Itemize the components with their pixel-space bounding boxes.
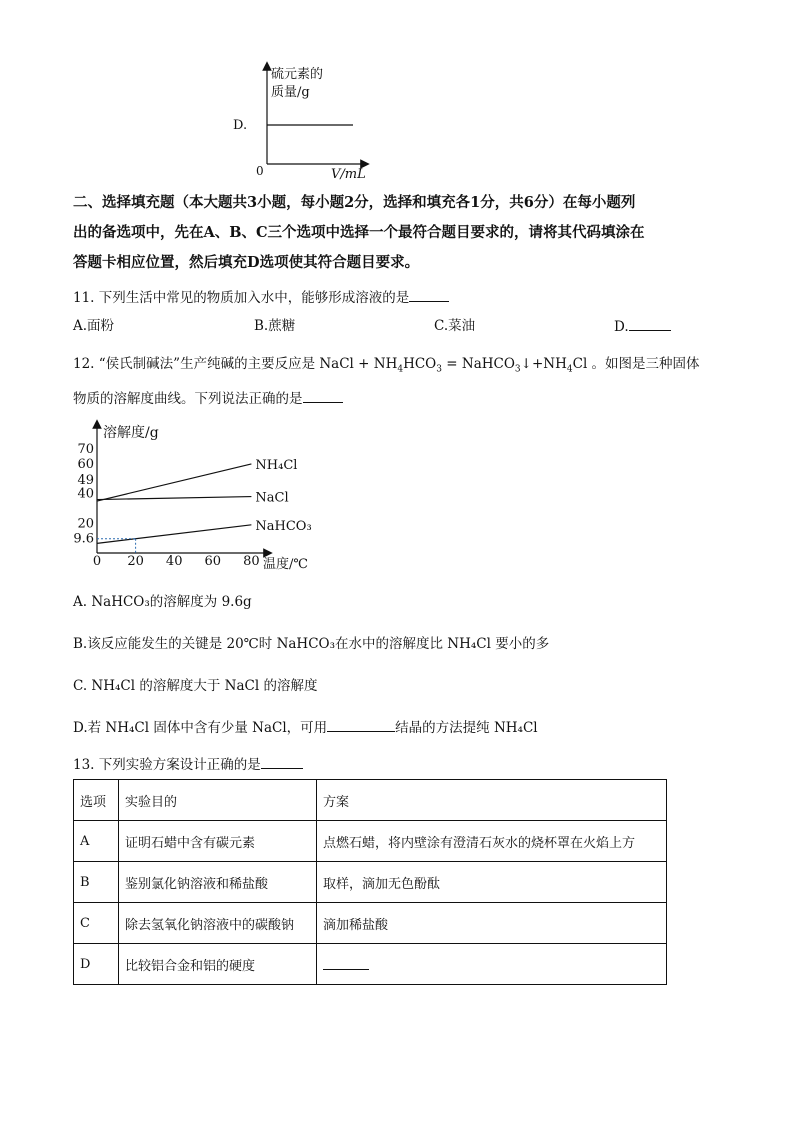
table-cell: 除去氢氧化钠溶液中的碳酸钠	[119, 903, 317, 944]
q12-sub-3: 3	[514, 364, 521, 375]
q12-stem-d: ↓+NH	[520, 356, 567, 372]
q11-option-b: B.蔗糖	[254, 318, 296, 334]
table-cell: 鉴别氯化钠溶液和稀盐酸	[119, 862, 317, 903]
q12-option-d	[73, 717, 538, 738]
graph-d-origin: 0	[256, 164, 264, 178]
y-tick-label: 20	[77, 516, 94, 532]
table-row	[74, 862, 667, 903]
experiment-table	[73, 779, 667, 985]
q12-answer-blank[interactable]	[303, 388, 343, 403]
graph-d-option-label: D.	[233, 118, 248, 133]
chart-ylabel: 溶解度/g	[103, 425, 159, 441]
table-cell: 比较铝合金和铝的硬度	[119, 944, 317, 985]
q13-option-d-blank[interactable]	[323, 955, 369, 970]
table-cell: D	[74, 944, 119, 985]
table-row	[74, 821, 667, 862]
graph-d-xlabel: V/mL	[331, 167, 366, 182]
x-tick-label: 60	[204, 554, 222, 569]
q12-stem-line-2-text: 物质的溶解度曲线。下列说法正确的是	[73, 391, 303, 407]
x-tick-label: 0	[92, 554, 102, 569]
q13-stem-text: 13. 下列实验方案设计正确的是	[73, 757, 261, 773]
table-cell: 滴加稀盐酸	[317, 903, 667, 944]
y-tick-label: 9.6	[73, 531, 94, 547]
q12-stem-b: HCO	[403, 356, 437, 372]
q12-sub-1: 4	[397, 364, 404, 375]
q11-answer-blank[interactable]	[409, 287, 449, 302]
x-tick-label: 80	[243, 554, 260, 569]
q13-answer-blank[interactable]	[261, 754, 303, 769]
q12-stem-a: 12. “侯氏制碱法”生产纯碱的主要反应是 NaCl + NH	[73, 356, 398, 372]
table-cell: A	[74, 821, 119, 862]
graph-d-ylabel-1: 硫元素的	[271, 67, 324, 82]
section-2-line-2: 出的备选项中，先在A、B、C三个选项中选择一个最符合题目要求的，请将其代码填涂在	[73, 224, 645, 241]
table-header-cell: 实验目的	[119, 780, 317, 821]
q12-option-a: A. NaHCO₃的溶解度为 9.6g	[73, 594, 252, 610]
q12-stem-e: Cl 。如图是三种固体	[572, 356, 700, 372]
table-cell: 点燃石蜡，将内壁涂有澄清石灰水的烧杯罩在火焰上方	[317, 821, 667, 862]
q11-option-d-blank[interactable]	[629, 316, 671, 331]
table-header-cell: 方案	[317, 780, 667, 821]
q12-option-d-a: D.若 NH₄Cl 固体中含有少量 NaCl，可用	[73, 720, 328, 736]
q12-stem-c: = NaHCO	[441, 356, 515, 372]
table-cell	[317, 944, 667, 985]
series-label-2: NaHCO₃	[255, 518, 312, 534]
solubility-chart	[70, 418, 340, 578]
table-cell: C	[74, 903, 119, 944]
y-tick-label: 60	[77, 456, 94, 472]
table-cell: B	[74, 862, 119, 903]
chart-xlabel: 温度/℃	[263, 557, 308, 572]
series-line-1	[97, 497, 251, 500]
q12-sub-2: 3	[436, 364, 442, 375]
table-cell: 证明石蜡中含有碳元素	[119, 821, 317, 862]
section-2-line-1: 二、选择填充题（本大题共3小题，每小题2分，选择和填充各1分，共6分）在每小题列	[73, 194, 636, 211]
q12-stem-line-2	[73, 388, 343, 409]
graph-d-ylabel-2: 质量/g	[271, 85, 310, 100]
y-tick-label: 49	[77, 473, 94, 489]
q11-option-c: C.菜油	[434, 318, 476, 334]
q11-stem	[73, 287, 449, 308]
q12-option-b: B.该反应能发生的关键是 20℃时 NaHCO₃在水中的溶解度比 NH₄Cl 要小的多	[73, 636, 550, 652]
y-tick-label: 40	[77, 486, 94, 502]
q11-option-d-label: D.	[614, 319, 629, 335]
section-2-line-3: 答题卡相应位置，然后填充D选项使其符合题目要求。	[73, 254, 420, 271]
q12-option-d-b: 结晶的方法提纯 NH₄Cl	[395, 720, 538, 736]
x-tick-label: 40	[165, 554, 183, 569]
q11-stem-text: 11. 下列生活中常见的物质加入水中，能够形成溶液的是	[73, 290, 410, 306]
q11-option-d	[614, 316, 671, 337]
series-label-1: NaCl	[255, 490, 289, 506]
graph-d	[225, 60, 375, 185]
table-cell: 取样，滴加无色酚酞	[317, 862, 667, 903]
table-row	[74, 903, 667, 944]
q12-sub-4: 4	[566, 364, 573, 375]
y-tick-label: 70	[77, 442, 94, 458]
q12-option-d-blank[interactable]	[327, 717, 395, 732]
q12-stem	[73, 354, 700, 380]
q13-stem	[73, 754, 303, 775]
q12-option-c: C. NH₄Cl 的溶解度大于 NaCl 的溶解度	[73, 678, 318, 694]
table-header-row	[74, 780, 667, 821]
q11-option-a: A.面粉	[73, 318, 115, 334]
table-header-cell: 选项	[74, 780, 119, 821]
series-line-0	[97, 464, 251, 501]
x-tick-label: 20	[127, 554, 144, 569]
table-row	[74, 944, 667, 985]
series-label-0: NH₄Cl	[255, 457, 298, 473]
series-line-2	[97, 525, 251, 544]
